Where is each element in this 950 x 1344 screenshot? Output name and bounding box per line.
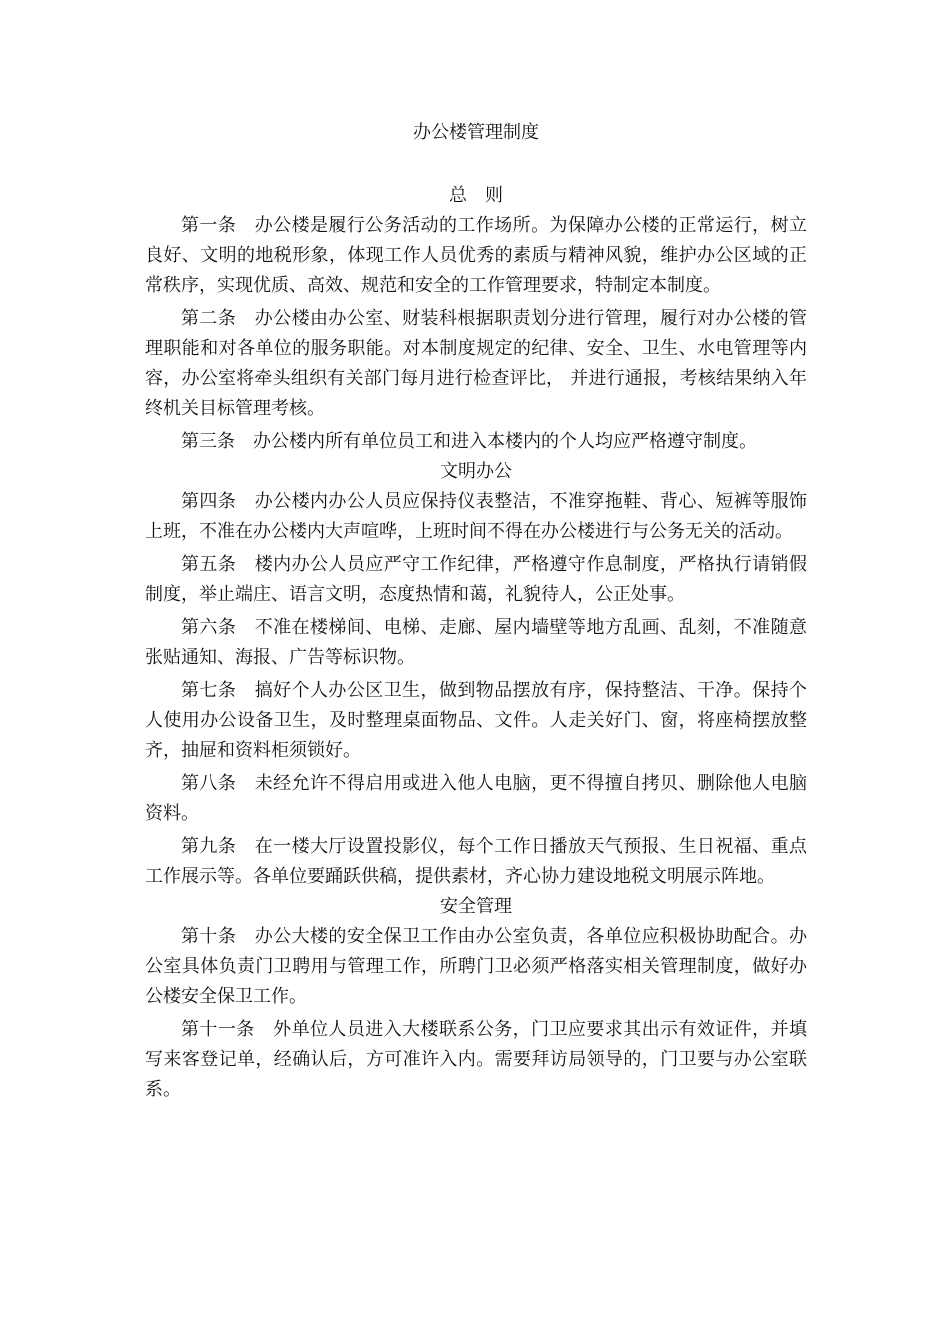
article-7 bbox=[145, 676, 807, 766]
article-3 bbox=[145, 427, 807, 457]
article-5 bbox=[145, 550, 807, 610]
article-text: 办公楼内办公人员应保持仪表整洁，不准穿拖鞋、背心、短裤等服饰上班，不准在办公楼内大声喧哗，上班时间不得在办公楼进行与公务无关的活动。 bbox=[145, 491, 808, 542]
section-heading: 总 则 bbox=[449, 185, 503, 206]
article-11 bbox=[145, 1015, 807, 1105]
article-label: 第四条 bbox=[181, 491, 237, 512]
section-heading: 安全管理 bbox=[440, 896, 512, 917]
article-2 bbox=[145, 304, 807, 424]
article-text: 楼内办公人员应严守工作纪律，严格遵守作息制度，严格执行请销假制度，举止端庄、语言文明，态度热情和蔼，礼貌待人，公正处事。 bbox=[145, 554, 808, 605]
section-security-management bbox=[145, 892, 807, 1105]
article-8 bbox=[145, 769, 807, 829]
document-title: 办公楼管理制度 bbox=[413, 122, 539, 143]
document-body bbox=[145, 181, 807, 1105]
article-10 bbox=[145, 922, 807, 1012]
article-label: 第二条 bbox=[181, 308, 237, 329]
article-text: 办公楼内所有单位员工和进入本楼内的个人均应严格遵守制度。 bbox=[253, 431, 757, 452]
article-text: 搞好个人办公区卫生，做到物品摆放有序，保持整洁、干净。保持个人使用办公设备卫生，及时整理桌面物品、文件。人走关好门、窗，将座椅摆放整齐，抽屉和资料柜须锁好。 bbox=[145, 680, 808, 761]
article-label: 第九条 bbox=[181, 836, 237, 857]
article-1 bbox=[145, 211, 807, 301]
article-label: 第一条 bbox=[181, 215, 237, 236]
article-label: 第三条 bbox=[181, 431, 235, 452]
article-text: 未经允许不得启用或进入他人电脑，更不得擅自拷贝、删除他人电脑资料。 bbox=[145, 773, 808, 824]
article-label: 第五条 bbox=[181, 554, 237, 575]
article-text: 办公楼是履行公务活动的工作场所。为保障办公楼的正常运行，树立良好、文明的地税形象，体现工作人员优秀的素质与精神风貌，维护办公区域的正常秩序，实现优质、高效、规范和安全的工作管理要求，特制定本制度。 bbox=[145, 215, 808, 296]
section-general bbox=[145, 181, 807, 457]
article-label: 第十条 bbox=[181, 926, 237, 947]
article-6 bbox=[145, 613, 807, 673]
article-label: 第七条 bbox=[181, 680, 237, 701]
article-label: 第八条 bbox=[181, 773, 237, 794]
article-9 bbox=[145, 832, 807, 892]
article-4 bbox=[145, 487, 807, 547]
article-label: 第六条 bbox=[181, 617, 237, 638]
section-civilized-office bbox=[145, 457, 807, 892]
article-text: 不准在楼梯间、电梯、走廊、屋内墙壁等地方乱画、乱刻，不准随意张贴通知、海报、广告等标识物。 bbox=[145, 617, 808, 668]
article-label: 第十一条 bbox=[181, 1019, 255, 1040]
article-text: 办公大楼的安全保卫工作由办公室负责，各单位应积极协助配合。办公室具体负责门卫聘用与管理工作，所聘门卫必须严格落实相关管理制度，做好办公楼安全保卫工作。 bbox=[145, 926, 808, 1007]
section-heading: 文明办公 bbox=[440, 461, 512, 482]
article-text: 外单位人员进入大楼联系公务，门卫应要求其出示有效证件，并填写来客登记单，经确认后，方可准许入内。需要拜访局领导的，门卫要与办公室联系。 bbox=[145, 1019, 808, 1100]
article-text: 办公楼由办公室、财装科根据职责划分进行管理，履行对办公楼的管理职能和对各单位的服务职能。对本制度规定的纪律、安全、卫生、水电管理等内容，办公室将牵头组织有关部门每月进行检查评比， 并进行通报，考核结果纳入年终机关目标管理考核。 bbox=[145, 308, 808, 419]
article-text: 在一楼大厅设置投影仪，每个工作日播放天气预报、生日祝福、重点工作展示等。各单位要踊跃供稿，提供素材，齐心协力建设地税文明展示阵地。 bbox=[145, 836, 808, 887]
